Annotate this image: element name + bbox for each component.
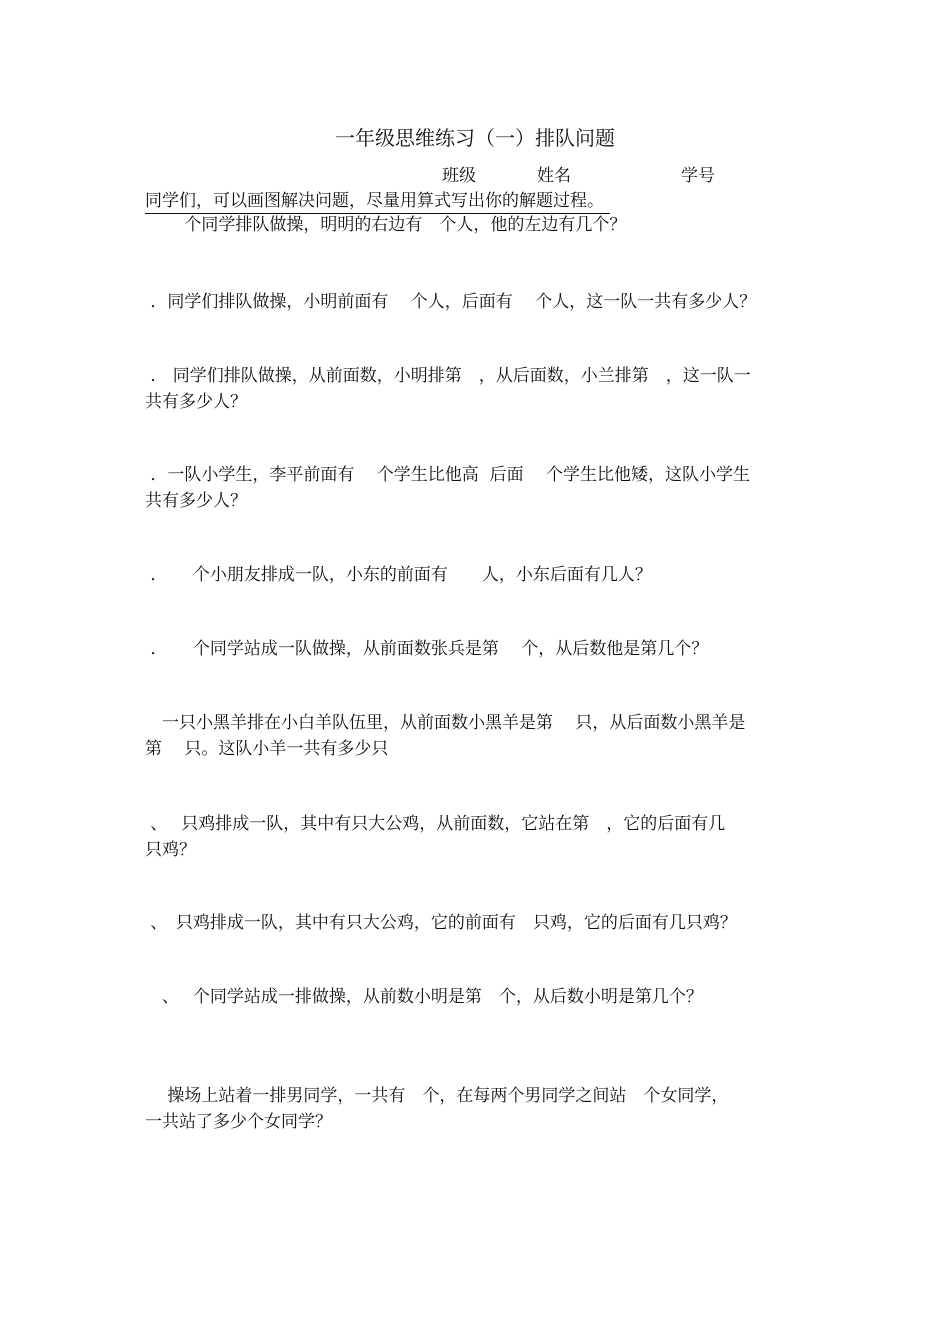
question-2: ．同学们排队做操，小明前面有 个人，后面有 个人，这一队一共有多少人？ xyxy=(145,292,757,312)
question-10: 、 个同学站成一排做操，从前数小明是第 个，从后数小明是第几个？ xyxy=(145,987,703,1007)
instructions-text: 同学们，可以画图解决问题，尽量用算式写出你的解题过程。 xyxy=(145,189,610,214)
question-8-line-1: 、 只鸡排成一队，其中有只大公鸡，从前面数，它站在第 ，它的后面有几 xyxy=(145,814,726,834)
question-11-line-1: 操场上站着一排男同学，一共有 个，在每两个男同学之间站 个女同学， xyxy=(145,1086,729,1106)
question-5: ． 个小朋友排成一队，小东的前面有 人，小东后面有几人？ xyxy=(145,565,652,585)
question-9: 、 只鸡排成一队，其中有只大公鸡，它的前面有 只鸡，它的后面有几只鸡？ xyxy=(145,913,737,933)
question-1: 个同学排队做操，明明的右边有 个人，他的左边有几个？ xyxy=(145,215,627,235)
question-6: ． 个同学站成一队做操，从前面数张兵是第 个，从后数他是第几个？ xyxy=(145,639,709,659)
worksheet-title: 一年级思维练习（一）排队问题 xyxy=(335,126,615,150)
question-7-line-1: 一只小黑羊排在小白羊队伍里，从前面数小黑羊是第 只，从后面数小黑羊是 xyxy=(145,713,746,733)
question-3-line-1: ． 同学们排队做操，从前面数，小明排第 ，从后面数，小兰排第 ，这一队一 xyxy=(145,366,751,386)
student-number-label: 学号 xyxy=(681,166,715,186)
question-3-line-2: 共有多少人？ xyxy=(145,392,247,412)
class-label: 班级 xyxy=(442,166,476,186)
question-7-line-2: 第 只。这队小羊一共有多少只 xyxy=(145,739,389,759)
question-4-line-1: ．一队小学生，李平前面有 个学生比他高 后面 个学生比他矮，这队小学生 xyxy=(145,465,751,485)
question-11-line-2: 一共站了多少个女同学？ xyxy=(145,1112,332,1132)
question-4-line-2: 共有多少人？ xyxy=(145,491,247,511)
question-8-line-2: 只鸡？ xyxy=(145,840,196,860)
name-label: 姓名 xyxy=(537,166,571,186)
